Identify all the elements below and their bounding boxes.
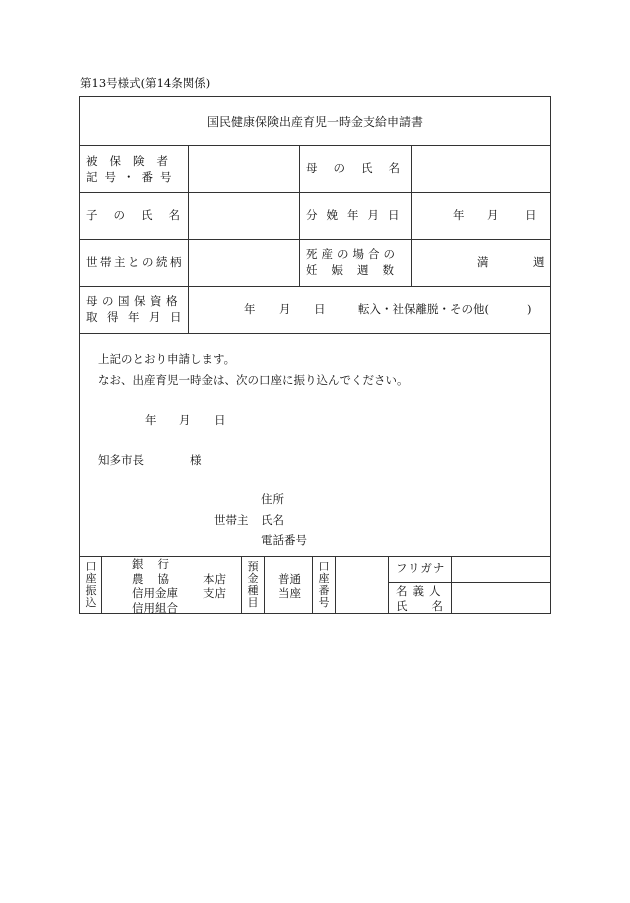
weeks-full: 満 [477, 255, 489, 269]
divider [388, 556, 389, 614]
phone-label: 電話番号 [261, 533, 307, 547]
delivery-day: 日 [525, 208, 537, 222]
label-acquisition-date: 取得年月日 [86, 310, 191, 324]
credit-union-option: 信用組合 [132, 601, 178, 615]
form-title: 国民健康保険出産育児一時金支給申請書 [206, 115, 423, 129]
bank-option: 銀行 [132, 557, 183, 571]
label-child-name: 子の氏名 [86, 208, 196, 222]
divider [299, 145, 300, 286]
transfer-request: なお、出産育児一時金は、次の口座に振り込んでください。 [98, 373, 409, 387]
account-number-label: 口座番号 [318, 560, 330, 609]
divider [79, 145, 551, 146]
divider [79, 192, 551, 193]
honorific: 様 [190, 453, 202, 467]
householder-label: 世帯主 [214, 513, 249, 527]
apply-day: 日 [214, 413, 226, 427]
label-insured [86, 154, 180, 168]
divider [101, 556, 102, 614]
apply-year: 年 [145, 413, 157, 427]
divider [79, 239, 551, 240]
label-pregnancy-weeks: 妊娠週数 [306, 263, 408, 277]
application-statement: 上記のとおり申請します。 [98, 352, 236, 366]
name-label: 氏名 [261, 513, 284, 527]
address-label: 住所 [261, 492, 284, 506]
divider [79, 286, 551, 287]
divider [264, 556, 265, 614]
qual-month: 月 [279, 302, 291, 316]
ordinary-option: 普通 [278, 572, 301, 586]
qual-day: 日 [314, 302, 326, 316]
label-mother-qualification: 母の国保資格 [86, 294, 182, 308]
label-mother-name: 母の氏名 [306, 161, 416, 175]
weeks-unit: 週 [533, 255, 545, 269]
shinkin-option: 信用金庫 [132, 586, 178, 600]
holder-name-label: 氏名 [396, 599, 467, 613]
label-relationship: 世帯主との続柄 [86, 255, 184, 269]
label-text: 被保険者 [86, 154, 180, 168]
divider [335, 556, 336, 614]
current-option: 当座 [278, 586, 301, 600]
furigana-label: フリガナ [396, 561, 446, 575]
divider [241, 556, 242, 614]
label-delivery-date: 分娩年月日 [306, 208, 409, 222]
divider [388, 582, 551, 583]
holder-label: 名義人 [396, 584, 446, 598]
addressee: 知多市長 [98, 453, 144, 467]
divider [312, 556, 313, 614]
transfer-label: 口座振込 [85, 560, 97, 609]
qual-reason-close: ) [527, 302, 532, 316]
divider [79, 333, 551, 334]
agri-option: 農協 [132, 572, 183, 586]
qual-reason: 転入・社保離脱・その他( [358, 302, 489, 316]
deposit-type-label: 預金種目 [247, 560, 259, 609]
branch-option: 支店 [203, 586, 226, 600]
apply-month: 月 [179, 413, 191, 427]
qual-year: 年 [244, 302, 256, 316]
head-office-option: 本店 [203, 572, 226, 586]
delivery-month: 月 [487, 208, 499, 222]
label-stillbirth: 死産の場合の [306, 247, 399, 261]
label-number: 記号・番号 [86, 170, 179, 184]
delivery-year: 年 [453, 208, 465, 222]
form-number: 第13号様式(第14条関係) [80, 76, 211, 90]
